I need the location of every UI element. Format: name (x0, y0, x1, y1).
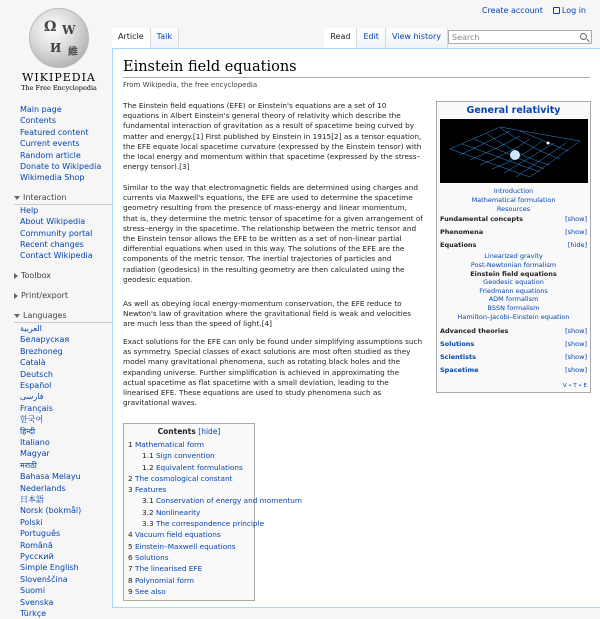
toc-label: Conservation of energy and momentum (155, 496, 303, 506)
sidebar-item[interactable]: Donate to Wikipedia (20, 162, 102, 172)
infobox-equation-link[interactable]: BSSN formalism (487, 303, 540, 312)
create-account-link[interactable]: Create account (481, 6, 543, 15)
language-link[interactable]: Português (20, 529, 61, 539)
toc-item[interactable] (128, 462, 250, 473)
language-link[interactable]: Türkçe (20, 609, 47, 619)
sidebar-item[interactable]: Featured content (20, 127, 89, 137)
language-link[interactable]: Русский (20, 552, 54, 561)
toc-label: Features (134, 485, 167, 495)
toc-number: 3.1 (142, 496, 154, 506)
site-sub: From Wikipedia, the free encyclopedia (123, 81, 258, 89)
language-link[interactable]: Deutsch (20, 369, 53, 379)
infobox-equation-link[interactable]: Hamilton–Jacobi–Einstein equation (457, 312, 570, 321)
toc-number: 9 (128, 586, 133, 596)
toc-label: Solutions (134, 552, 169, 562)
toc-number: 3.2 (142, 507, 154, 517)
infobox-section-row (440, 226, 587, 239)
infobox-navbar[interactable]: V • T • E (562, 383, 587, 390)
toc-label: Sign convention (155, 451, 215, 461)
infobox-section-label: Phenomena (440, 228, 484, 237)
infobox-toggle[interactable]: [show] (565, 340, 587, 349)
toc-item[interactable] (128, 507, 250, 518)
sidebar-navigation (0, 104, 112, 619)
language-link[interactable]: Svenska (20, 597, 54, 607)
toc-item[interactable] (128, 541, 250, 552)
toc-item[interactable] (128, 586, 250, 597)
infobox-toggle[interactable]: [hide] (567, 241, 587, 250)
tab-read[interactable]: Read (324, 28, 357, 48)
language-link[interactable]: Magyar (20, 449, 50, 459)
language-link[interactable]: العربية (20, 323, 42, 333)
toc-item[interactable] (128, 495, 303, 506)
nav-main-list (20, 104, 112, 184)
search-input[interactable] (448, 30, 592, 44)
sidebar-item[interactable]: About Wikipedia (20, 217, 86, 227)
languages-heading: Languages (23, 310, 67, 320)
spacetime-curvature-image[interactable] (440, 119, 588, 183)
infobox-section-row (440, 364, 587, 377)
language-link[interactable]: Беларуская (20, 335, 70, 345)
print-export-heading: Print/export (21, 290, 69, 300)
nav-languages-list (14, 322, 112, 619)
language-link[interactable]: Suomi (20, 586, 46, 596)
toc-item[interactable] (128, 552, 250, 563)
language-link[interactable]: Bahasa Melayu (20, 472, 81, 482)
toolbox-toggle[interactable] (14, 270, 112, 282)
login-label: Log in (561, 6, 586, 15)
sidebar-item[interactable]: Contact Wikipedia (20, 251, 93, 261)
infobox-link[interactable]: Resources (496, 204, 531, 213)
toc-label: The linearised EFE (134, 564, 203, 574)
article-paragraph-2: Similar to the way that electromagnetic fields are determined using charges and currents via Maxwell's equations, the EFE are used to determine the spacetime geometry resulting from the presence of mass-energy and linear momentum, that is, they determine the metric tensor of spacetime for a given arrangement of stress–energy in the spacetime. The relationship between the metric tensor and the Einstein tensor allows the EFE to be written as a set of non-linear partial differential equations when used in this way. The solutions of the EFE are the components of the metric tensor. The inertial trajectories of particles and radiation (geodesics) in the resulting geometry are then calculated using the geodesic equation. (123, 183, 423, 284)
toc-number: 3.3 (142, 519, 154, 529)
infobox-top-links (440, 187, 587, 213)
infobox-section-label: Scientists (440, 353, 476, 362)
article-paragraph-1: The Einstein field equations (EFE) or Einstein's equations are a set of 10 equations in Albert Einstein's general theory of relativity which describe the fundamental interaction of gravitation as a result of spacetime being curved by matter and energy.[1] First published by Einstein in 1915[2] as a tensor equation, the EFE equate local spacetime curvature (expressed by the Einstein tensor) with the local energy and momentum within that spacetime (expressed by the stress–energy tensor).[3] (123, 101, 422, 172)
toc-label: Vacuum field equations (134, 530, 221, 540)
collapsed-arrow-icon (14, 273, 18, 279)
language-link[interactable]: Polski (20, 517, 43, 527)
language-link[interactable]: Español (20, 380, 52, 390)
toc-number: 4 (128, 530, 133, 540)
article-content (112, 48, 600, 608)
toc-hide-toggle[interactable]: [hide] (198, 427, 221, 436)
infobox-equations-list (440, 252, 587, 321)
toc-item[interactable] (128, 473, 250, 484)
infobox-link[interactable]: Mathematical formulation (471, 195, 556, 204)
interaction-heading: Interaction (23, 192, 67, 202)
language-link[interactable]: فارسی (20, 392, 44, 402)
toc-item[interactable] (128, 575, 250, 586)
infobox-toggle[interactable]: [show] (565, 228, 587, 237)
page-title: Einstein field equations (123, 59, 590, 78)
infobox-link[interactable]: Introduction (493, 187, 534, 195)
infobox-section-row (440, 338, 587, 351)
expanded-arrow-icon (14, 196, 20, 200)
logo-tagline: The Free Encyclopedia (21, 84, 97, 92)
table-of-contents (123, 423, 303, 601)
toc-item[interactable] (128, 529, 250, 540)
interaction-toggle[interactable] (14, 192, 112, 204)
infobox-equation-link[interactable]: Friedmann equations (479, 286, 548, 295)
language-link[interactable]: Simple English (20, 563, 79, 573)
language-link[interactable]: Norsk (bokmål) (20, 506, 82, 516)
language-link[interactable]: हिन्दी (20, 426, 36, 436)
infobox-toggle[interactable]: [show] (565, 327, 587, 336)
sidebar-item[interactable]: Recent changes (20, 240, 84, 250)
language-link[interactable]: 日本語 (20, 494, 44, 504)
toc-number: 1 (128, 440, 133, 449)
toc-heading: Contents (157, 427, 196, 436)
login-link[interactable] (553, 6, 586, 15)
infobox-section-label: Equations (440, 241, 477, 250)
collapsed-arrow-icon (14, 293, 18, 299)
toc-number: 5 (128, 541, 133, 551)
toc-item[interactable] (128, 450, 250, 461)
toc-label: See also (134, 586, 166, 596)
language-link[interactable]: मराठी (20, 460, 37, 470)
toc-item[interactable] (128, 439, 250, 450)
toc-label: The correspondence principle (155, 519, 265, 529)
sidebar-item[interactable]: Random article (20, 150, 81, 160)
language-link[interactable]: Română (20, 540, 53, 550)
language-link[interactable]: Nederlands (20, 483, 66, 493)
infobox-toggle[interactable]: [show] (565, 353, 587, 362)
toc-label: Polynomial form (134, 575, 194, 585)
infobox-section-label: Fundamental concepts (440, 215, 524, 224)
language-link[interactable]: Français (20, 403, 53, 413)
toc-number: 1.1 (142, 451, 154, 461)
toc-label: Einstein–Maxwell equations (134, 541, 236, 551)
toc-label: Equivalent formulations (155, 462, 243, 472)
infobox-section-row (440, 213, 587, 226)
toc-label: The cosmological constant (134, 473, 233, 483)
spacetime-grid-icon (440, 119, 588, 183)
user-lock-icon (553, 7, 560, 14)
toc-item[interactable] (128, 563, 250, 574)
languages-toggle[interactable] (14, 310, 112, 322)
toc-number: 8 (128, 575, 133, 585)
tab-view-history[interactable]: View history (386, 28, 448, 48)
print-export-toggle[interactable] (14, 290, 112, 302)
language-link[interactable]: Brezhoneg (20, 346, 63, 356)
language-link[interactable]: Català (20, 358, 46, 368)
toc-item[interactable] (128, 484, 250, 495)
sidebar-item[interactable]: Wikimedia Shop (20, 173, 85, 183)
search-placeholder: Search (452, 32, 480, 42)
infobox-toggle[interactable]: [show] (565, 366, 587, 375)
sidebar-item[interactable]: Current events (20, 139, 80, 149)
tab-talk[interactable]: Talk (151, 28, 179, 48)
infobox-section-label: Advanced theories (440, 327, 509, 336)
infobox-section-row (440, 239, 587, 252)
infobox-section-rows-2 (440, 325, 587, 377)
infobox-general-relativity (436, 101, 591, 393)
toc-number: 2 (128, 473, 133, 483)
sidebar-item[interactable]: Main page (20, 105, 62, 114)
infobox-equation-link[interactable]: Linearized gravity (484, 252, 543, 261)
toc-number: 7 (128, 564, 133, 574)
infobox-section-label: Spacetime (440, 366, 479, 375)
infobox-equation-link[interactable]: Geodesic equation (483, 278, 544, 287)
article-paragraph-3: As well as obeying local energy-momentum conservation, the EFE reduce to Newton's law of gravitation where the gravitational field is weak and velocities are much less than the speed of light.[4] (123, 299, 412, 329)
infobox-equation-link[interactable]: ADM formalism (488, 295, 539, 304)
toolbox-heading: Toolbox (21, 270, 51, 280)
puzzle-globe-icon: Ω W И 維 (29, 8, 89, 68)
page-tabs (112, 28, 600, 48)
infobox-title[interactable]: General relativity (466, 105, 561, 116)
infobox-section-rows (440, 213, 587, 252)
language-link[interactable]: Slovenščina (20, 574, 68, 584)
infobox-equation-link: Einstein field equations (470, 269, 557, 278)
infobox-section-row (440, 351, 587, 364)
nav-interaction-list (14, 204, 112, 262)
infobox-toggle[interactable]: [show] (565, 215, 587, 224)
logo-wordmark: WIKIPEDIA (22, 71, 96, 84)
sidebar-item[interactable]: Community portal (20, 228, 93, 238)
toc-list (128, 439, 303, 597)
infobox-section-row (440, 325, 587, 338)
search-icon[interactable] (580, 33, 587, 40)
language-link[interactable]: 한국어 (20, 415, 44, 425)
language-link[interactable]: Italiano (20, 437, 50, 447)
infobox-equation-link[interactable]: Post-Newtonian formalism (470, 260, 557, 269)
toc-number: 1.2 (142, 462, 154, 472)
personal-tools (482, 6, 586, 15)
toc-number: 6 (128, 552, 133, 562)
tab-edit[interactable]: Edit (357, 28, 386, 48)
toc-title (128, 427, 250, 436)
toc-item[interactable] (128, 518, 265, 529)
wikipedia-logo[interactable] (14, 8, 104, 94)
article-paragraph-4: Exact solutions for the EFE can only be found under simplifying assumptions such as symmetry. Special classes of exact solutions are most often studied as they model many gravitational phenomena, such as rotating black holes and the expanding universe. Further simplification is achieved in approximating the actual spacetime as flat spacetime with a small deviation, leading to the linearised EFE. These equations are used to study phenomena such as gravitational waves. (123, 337, 423, 408)
tab-article[interactable]: Article (112, 28, 151, 48)
toc-label: Mathematical form (134, 440, 205, 449)
sidebar-item[interactable]: Help (20, 205, 39, 215)
toc-number: 3 (128, 485, 133, 495)
toc-label: Nonlinearity (155, 507, 201, 517)
sidebar-item[interactable]: Contents (20, 116, 56, 126)
infobox-section-label: Solutions (440, 340, 475, 349)
expanded-arrow-icon (14, 314, 20, 318)
